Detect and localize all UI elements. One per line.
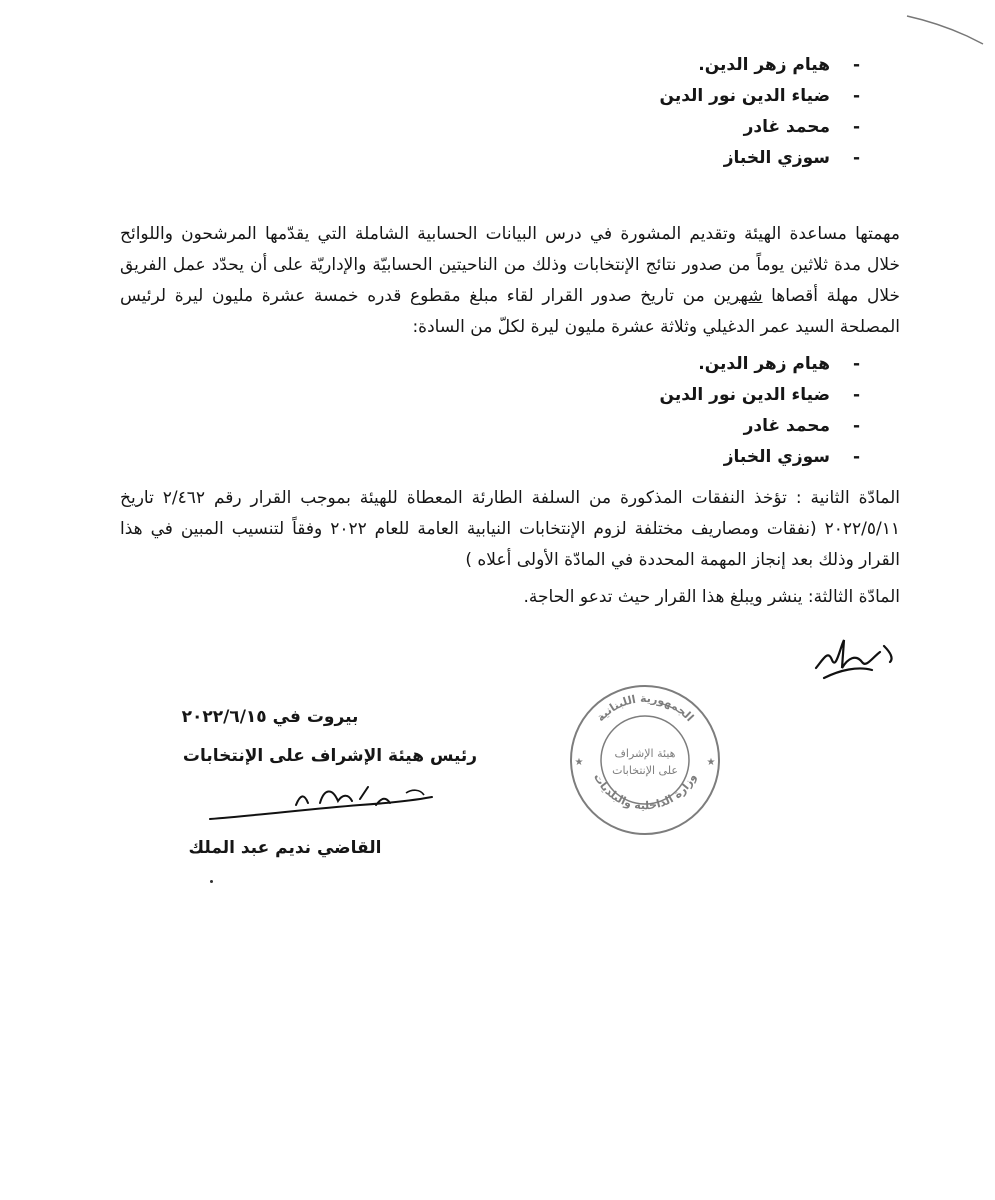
date-line: بيروت في ٢٠٢٢/٦/١٥ [181,707,359,727]
signatory-title: رئيس هيئة الإشراف على الإنتخابات [182,746,478,766]
list-item: -سوزي الخباز [723,148,860,168]
list-item: -محمد غادر [743,117,860,137]
stamp-star-icon: ★ [706,757,716,768]
signatory-name: القاضي نديم عبد الملك [188,838,382,858]
official-stamp [565,680,725,840]
stamp-outer-bottom: وزارة الداخلية والبلديات [591,771,699,813]
list-item: -سوزي الخباز [723,447,860,467]
stamp-inner-line-1: هيئة الإشراف [614,747,676,760]
scan-corner-mark [905,12,985,52]
stamp-inner-line-2: على الإنتخابات [612,764,678,777]
list-item: -ضياء الدين نور الدين [659,86,860,106]
svg-text:وزارة الداخلية والبلديات [591,771,699,812]
list-item: -ضياء الدين نور الدين [659,385,860,405]
list-item: -هيام زهر الدين. [698,354,860,374]
list-item: -محمد غادر [743,416,860,436]
names-list-bottom [660,349,860,473]
stamp-outer-top: الجمهورية اللبنانية [593,691,697,725]
handwritten-initials [810,628,900,688]
underlined-duration: شهرين [713,286,763,306]
scan-speck [210,880,213,883]
list-item: -هيام زهر الدين. [698,55,860,75]
names-list-top [660,50,860,174]
team-mission-paragraph: مهمتها مساعدة الهيئة وتقديم المشورة في درس البيانات الحسابية الشاملة التي يقدّمها المرشحون واللوائح خلال مدة ثلاثين يوماً من صدور نتائج الإنتخابات وذلك من الناحيتين الحسابيّة والإداريّة على أن يحدّد عمل الفريق خلال مهلة أقصاها شهرين من تاريخ صدور القرار لقاء مبلغ مقطوع قدره خمسة عشرة مليون ليرة لرئيس المصلحة السيد عمر الدغيلي وثلاثة عشرة مليون ليرة لكلّ من السادة: [120,224,900,337]
article-three: المادّة الثالثة: ينشر ويبلغ هذا القرار حيث تدعو الحاجة. [523,587,900,607]
handwritten-signature [200,775,460,835]
article-two: المادّة الثانية : تؤخذ النفقات المذكورة من السلفة الطارئة المعطاة للهيئة بموجب القرار رقم ٢/٤٦٢ تاريخ ٢٠٢٢/٥/١١ (نفقات ومصاريف مختلفة لزوم الإنتخابات النيابية العامة للعام ٢٠٢٢ وفقاً لتنسيب المبين في هذا القرار وذلك بعد إنجاز المهمة المحددة في المادّة الأولى أعلاه ) [120,488,900,570]
stamp-star-icon: ★ [574,757,584,768]
svg-text:الجمهورية اللبنانية [594,692,696,724]
